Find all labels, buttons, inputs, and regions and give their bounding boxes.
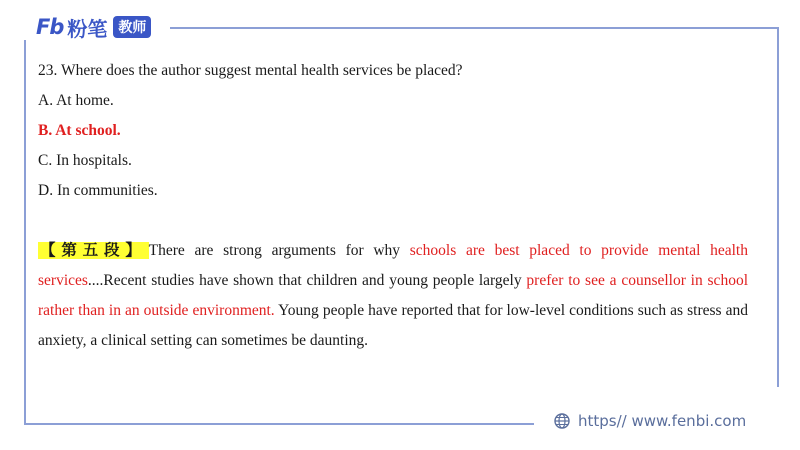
- spacer: [38, 206, 748, 236]
- paragraph-tag: 【第五段】: [40, 242, 147, 259]
- option-c: C. In hospitals.: [38, 152, 132, 169]
- frame-right-border: [777, 27, 779, 387]
- footer-url-text: https// www.fenbi.com: [578, 412, 747, 430]
- paragraph-five: [38, 236, 748, 356]
- frame-left-border: [24, 40, 26, 425]
- paragraph-highlight: schools are best placed to provide mental health services: [38, 242, 748, 289]
- paragraph-highlight: prefer to see a counsellor in school rather than in an outside environment.: [38, 272, 748, 319]
- brand-logo: [36, 14, 151, 40]
- logo-badge: 教师: [113, 16, 151, 38]
- paragraph-text: There are strong arguments for why: [148, 242, 410, 259]
- question-stem: 23. Where does the author suggest mental health services be placed?: [38, 62, 463, 79]
- logo-name: 粉笔: [67, 16, 108, 41]
- option-a: A. At home.: [38, 92, 114, 109]
- paragraph-text: Young people have reported that for low-level conditions such as stress and anxiety, a clinical setting can sometimes be daunting.: [38, 302, 748, 349]
- question-content: [38, 56, 748, 356]
- globe-icon: [554, 413, 570, 429]
- footer-url: [554, 410, 746, 432]
- frame-bottom-border: [24, 423, 534, 425]
- frame-top-border: [170, 27, 778, 29]
- paragraph-text: ....Recent studies have shown that children and young people largely: [87, 272, 527, 289]
- option-b-correct: B. At school.: [38, 122, 121, 139]
- option-d: D. In communities.: [38, 182, 158, 199]
- logo-fb-mark: Fb: [36, 15, 64, 39]
